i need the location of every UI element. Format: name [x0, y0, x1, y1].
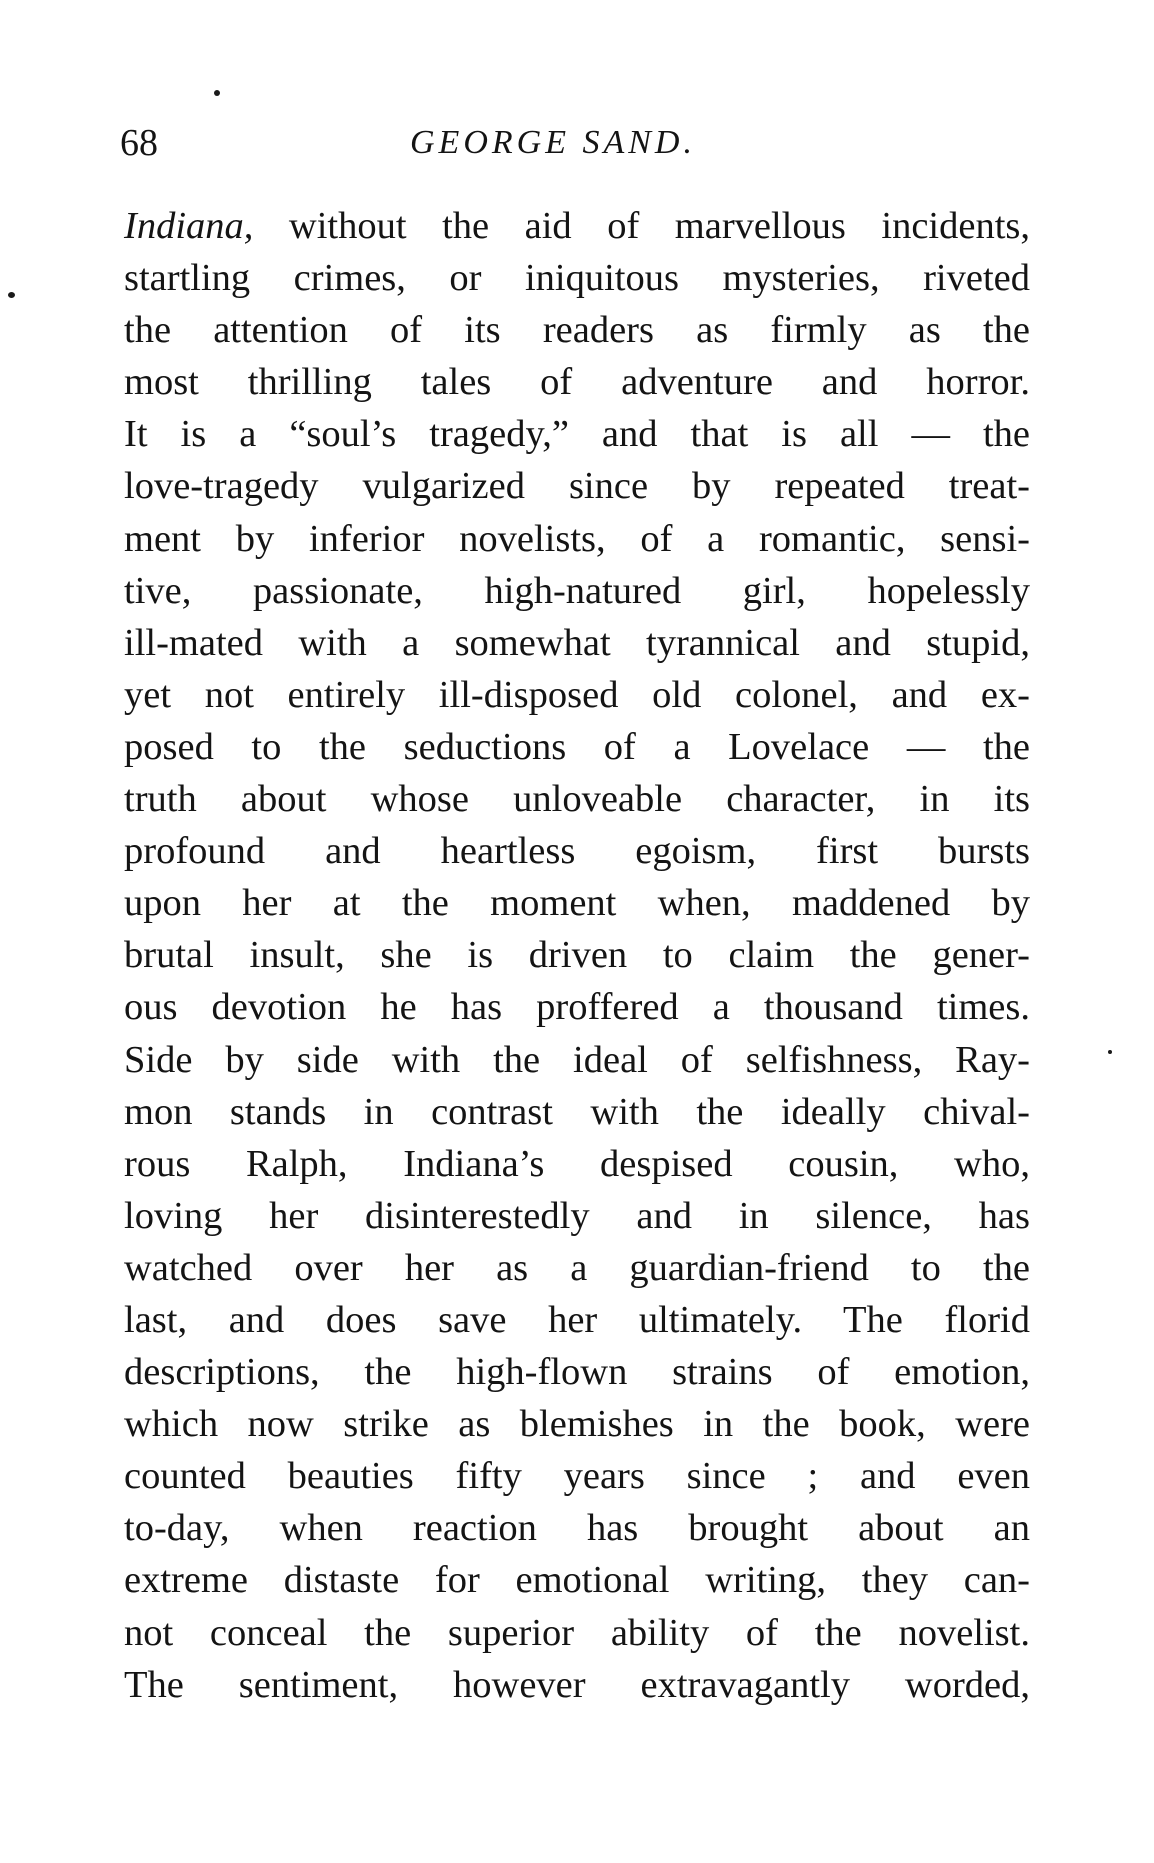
- text-line: which now strike as blemishes in the book, were: [124, 1403, 1030, 1446]
- page-header: [120, 118, 1030, 168]
- body-text: [124, 200, 1030, 1711]
- text-line: startling crimes, or iniquitous mysteries, riveted: [124, 257, 1030, 300]
- text-line: most thrilling tales of adventure and horror.: [124, 361, 1030, 404]
- text-line: brutal insult, she is driven to claim the gener-: [124, 934, 1030, 977]
- text-line: not conceal the superior ability of the novelist.: [124, 1611, 1030, 1654]
- text-line: extreme distaste for emotional writing, they can-: [124, 1559, 1030, 1602]
- text-line: ill-mated with a somewhat tyrannical and stupid,: [124, 621, 1030, 664]
- text-line: yet not entirely ill-disposed old colonel, and ex-: [124, 673, 1030, 716]
- text-line-rest: without the aid of marvellous incidents,: [253, 205, 1030, 247]
- text-line: to-day, when reaction has brought about an: [124, 1507, 1030, 1550]
- text-line: love-tragedy vulgarized since by repeated treat-: [124, 465, 1030, 508]
- text-line: ment by inferior novelists, of a romantic, sensi-: [124, 517, 1030, 560]
- ink-speck: [8, 292, 15, 298]
- text-line: watched over her as a guardian-friend to the: [124, 1246, 1030, 1289]
- text-line: ous devotion he has proffered a thousand times.: [124, 986, 1030, 1029]
- text-line: last, and does save her ultimately. The florid: [124, 1298, 1030, 1341]
- text-line: mon stands in contrast with the ideally chival-: [124, 1090, 1030, 1133]
- book-title-italic: Indiana,: [124, 205, 254, 247]
- text-line: tive, passionate, high-natured girl, hopelessly: [124, 569, 1030, 612]
- running-title: GEORGE SAND.: [410, 124, 696, 161]
- text-line: [124, 200, 1030, 252]
- text-line: counted beauties fifty years since ; and even: [124, 1455, 1030, 1498]
- text-line: rous Ralph, Indiana’s despised cousin, who,: [124, 1142, 1030, 1185]
- text-line: posed to the seductions of a Lovelace — the: [124, 725, 1030, 768]
- text-line: descriptions, the high-flown strains of emotion,: [124, 1351, 1030, 1394]
- ink-speck: [214, 90, 220, 96]
- text-line: truth about whose unloveable character, in its: [124, 778, 1030, 821]
- text-line: loving her disinterestedly and in silence, has: [124, 1194, 1030, 1237]
- text-line: profound and heartless egoism, first bursts: [124, 830, 1030, 873]
- page-number: 68: [120, 122, 158, 164]
- ink-speck: [1108, 1050, 1112, 1054]
- text-line: the attention of its readers as firmly as the: [124, 309, 1030, 352]
- text-line: Side by side with the ideal of selfishness, Ray-: [124, 1038, 1030, 1081]
- text-line: It is a “soul’s tragedy,” and that is all — the: [124, 413, 1030, 456]
- text-line: The sentiment, however extravagantly worded,: [124, 1663, 1030, 1706]
- text-line: upon her at the moment when, maddened by: [124, 882, 1030, 925]
